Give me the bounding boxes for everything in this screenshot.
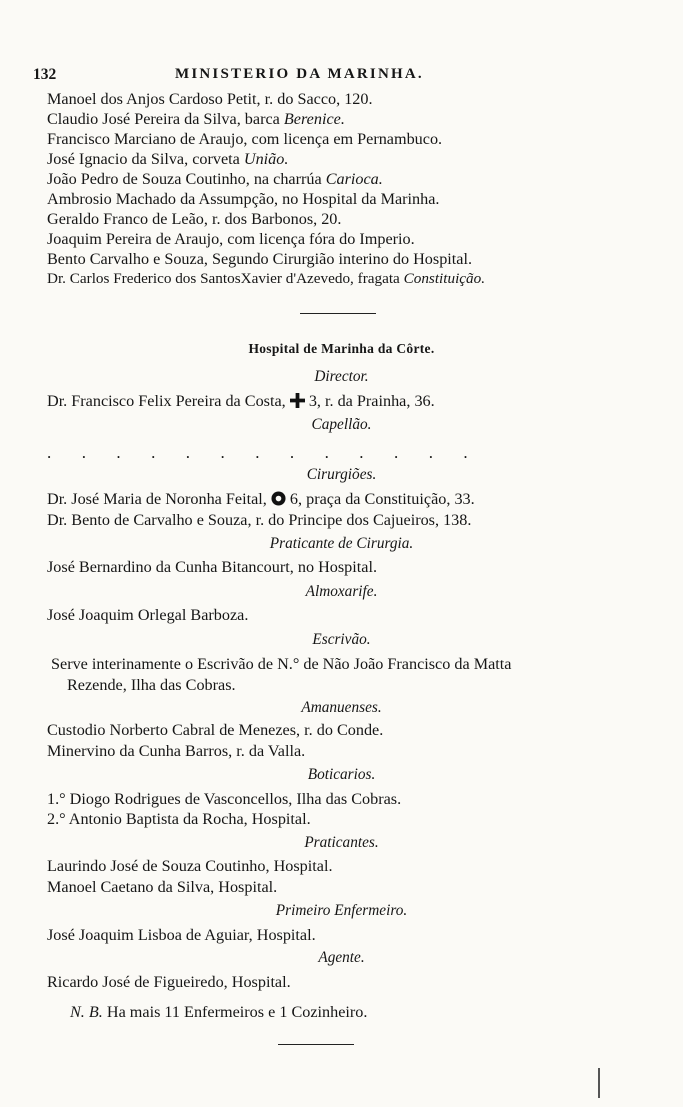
footnote: N. B. Ha mais 11 Enfermeiros e 1 Cozinheiro. (70, 1003, 368, 1021)
clerk-entry-continued: Rezende, Ilha das Cobras. (67, 676, 236, 694)
trainee-entry: Manoel Caetano da Silva, Hospital. (47, 878, 278, 896)
section-divider (300, 313, 376, 314)
order-rosette-icon (271, 491, 286, 506)
pharmacist-entry: 2.° Antonio Baptista da Rocha, Hospital. (47, 810, 311, 828)
role-heading: Cirurgiões. (306, 466, 377, 483)
role-heading: Praticantes. (304, 834, 379, 851)
list-item: José Ignacio da Silva, corveta União. (47, 150, 289, 168)
list-item: Joaquim Pereira de Araujo, com licença fóra do Imperio. (47, 230, 415, 248)
list-item: Claudio José Pereira da Silva, barca Berenice. (47, 110, 345, 128)
role-heading: Primeiro Enfermeiro. (275, 902, 408, 919)
surgeon-entry: Dr. José Maria de Noronha Feital, 6, praça da Constituição, 33. (47, 490, 475, 508)
list-item: Dr. Carlos Frederico dos SantosXavier d'Azevedo, fragata Constituição. (47, 270, 486, 287)
section-title: Hospital de Marinha da Côrte. (248, 341, 435, 356)
role-heading: Amanuenses. (301, 699, 382, 716)
vacant-dots: . . . . . . . . . . . . . (47, 443, 481, 462)
pharmacist-entry: 1.° Diogo Rodrigues de Vasconcellos, Ilha das Cobras. (47, 790, 402, 808)
amanuensis-entry: Minervino da Cunha Barros, r. da Valla. (47, 742, 306, 760)
storekeeper-entry: José Joaquim Orlegal Barboza. (47, 606, 249, 624)
margin-mark (598, 1068, 600, 1098)
surgeon-entry: Dr. Bento de Carvalho e Souza, r. do Principe dos Cajueiros, 138. (47, 511, 472, 529)
end-divider (278, 1044, 354, 1045)
clerk-entry: Serve interinamente o Escrivão de N.° de Não João Francisco da Matta (51, 655, 512, 673)
role-heading: Director. (314, 368, 369, 385)
head-nurse-entry: José Joaquim Lisboa de Aguiar, Hospital. (47, 926, 316, 944)
list-item: Bento Carvalho e Souza, Segundo Cirurgião interino do Hospital. (47, 250, 473, 268)
role-heading: Agente. (318, 949, 365, 966)
role-heading: Almoxarife. (305, 583, 378, 600)
role-heading: Boticarios. (307, 766, 376, 783)
director-entry: Dr. Francisco Felix Pereira da Costa, 3, r. da Prainha, 36. (47, 392, 435, 410)
list-item: Manoel dos Anjos Cardoso Petit, r. do Sacco, 120. (47, 90, 373, 108)
role-heading: Escrivão. (312, 631, 371, 648)
practitioner-entry: José Bernardino da Cunha Bitancourt, no Hospital. (47, 558, 377, 576)
role-heading: Praticante de Cirurgia. (269, 535, 414, 552)
agent-entry: Ricardo José de Figueiredo, Hospital. (47, 973, 291, 991)
page-number: 132 (33, 66, 57, 83)
order-cross-icon (290, 393, 305, 408)
trainee-entry: Laurindo José de Souza Coutinho, Hospital. (47, 857, 333, 875)
running-title: MINISTERIO DA MARINHA. (175, 66, 424, 82)
list-item: Ambrosio Machado da Assumpção, no Hospital da Marinha. (47, 190, 440, 208)
list-item: João Pedro de Souza Coutinho, na charrúa Carioca. (47, 170, 383, 188)
amanuensis-entry: Custodio Norberto Cabral de Menezes, r. do Conde. (47, 721, 384, 739)
list-item: Geraldo Franco de Leão, r. dos Barbonos, 20. (47, 210, 342, 228)
role-heading: Capellão. (311, 416, 372, 433)
list-item: Francisco Marciano de Araujo, com licença em Pernambuco. (47, 130, 443, 148)
